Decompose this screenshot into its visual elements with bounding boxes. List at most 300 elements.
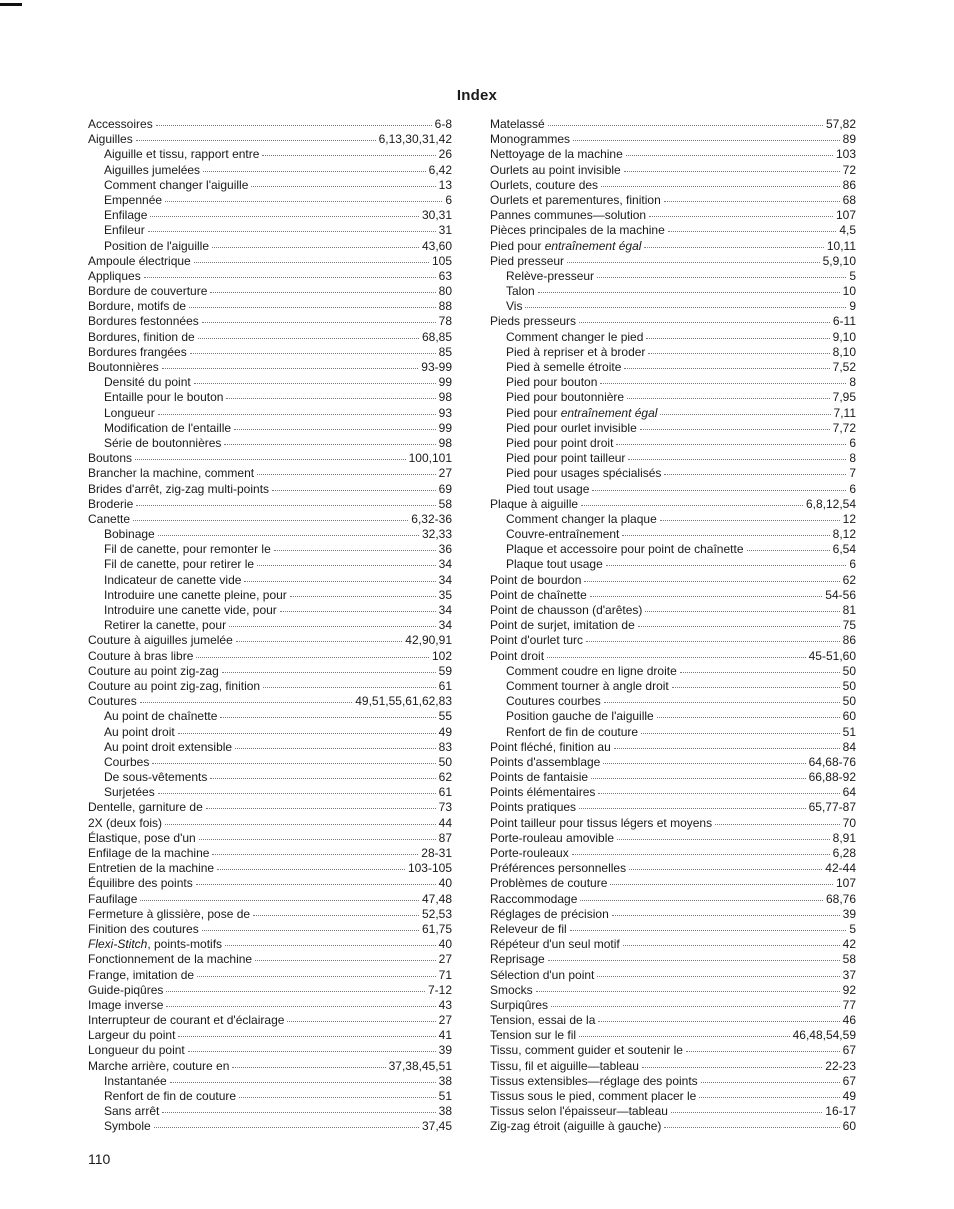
dot-leader — [206, 807, 436, 809]
index-entry — [490, 709, 856, 724]
dot-leader — [150, 215, 419, 217]
index-entry-label: Marche arrière, couture en — [88, 1058, 230, 1073]
index-entry-label: Position de l'aiguille — [104, 238, 210, 253]
index-entry — [88, 390, 452, 405]
index-entry-page: 8,91 — [832, 830, 856, 845]
index-entry-label: Pieds presseurs — [490, 314, 577, 329]
index-entry-page: 34 — [438, 603, 452, 617]
dot-leader — [152, 762, 435, 764]
index-entry-page: 8 — [849, 375, 856, 390]
index-entry-page: 99 — [438, 420, 452, 435]
index-entry — [490, 816, 856, 831]
index-entry — [490, 193, 856, 208]
dot-leader — [610, 883, 833, 885]
dot-leader — [162, 1111, 435, 1113]
index-entry — [88, 542, 452, 557]
index-entry-label: Longueur — [104, 405, 155, 420]
index-entry — [490, 1104, 856, 1119]
dot-leader — [136, 139, 376, 141]
index-entry — [88, 694, 452, 709]
dot-leader — [642, 1066, 822, 1068]
index-entry — [88, 892, 452, 907]
index-entry-page: 26 — [438, 147, 452, 162]
index-entry — [490, 239, 856, 254]
index-entry-page: 78 — [438, 314, 452, 329]
index-entry-label: Tissus sous le pied, comment placer le — [490, 1089, 697, 1103]
index-entry-label: Aiguilles — [88, 132, 133, 147]
index-entry-label: 2X (deux fois) — [88, 815, 163, 830]
index-entry-label: Vis — [506, 299, 523, 314]
index-entry — [88, 147, 452, 162]
index-entry — [490, 861, 856, 876]
index-entry-page: 64,68-76 — [808, 754, 856, 769]
index-entry — [490, 800, 856, 815]
index-entry-label: Pied pour usages spécialisés — [506, 466, 662, 481]
dot-leader — [672, 686, 840, 688]
index-entry-page: 51 — [438, 1089, 452, 1103]
dot-leader — [244, 580, 435, 582]
index-entry — [88, 1089, 452, 1104]
dot-leader — [280, 610, 436, 612]
index-entry-page: 93-99 — [421, 360, 452, 374]
dot-leader — [547, 656, 806, 658]
index-entry-label: Pied tout usage — [506, 481, 590, 496]
dot-leader — [664, 473, 846, 475]
index-entry — [490, 907, 856, 922]
index-entry-label: Dentelle, garniture de — [88, 800, 203, 815]
index-entry-label: Plaque et accessoire pour point de chaînette — [506, 542, 744, 557]
index-entry-page: 62 — [438, 770, 452, 785]
index-entry-label: Préférences personnelles — [490, 861, 627, 876]
index-entry-label: Bordures frangées — [88, 344, 187, 359]
dot-leader — [601, 185, 840, 187]
index-entry-page: 80 — [438, 284, 452, 299]
index-entry-label: Talon — [506, 284, 535, 299]
index-entry-page: 42-44 — [825, 861, 856, 876]
dot-leader — [644, 246, 823, 248]
index-entry-page: 7,72 — [832, 420, 856, 435]
index-entry-page: 10 — [842, 284, 856, 299]
index-entry — [88, 649, 452, 664]
index-entry-page: 61,75 — [421, 921, 452, 936]
index-entry-page: 7,95 — [832, 390, 856, 405]
index-entry-page: 7,11 — [833, 405, 856, 420]
index-entry — [88, 254, 452, 269]
index-entry-page: 98 — [438, 435, 452, 450]
index-entry-label: Densité du point — [104, 375, 191, 390]
index-entry-page: 34 — [438, 557, 452, 572]
dot-leader — [229, 625, 436, 627]
dot-leader — [272, 489, 436, 491]
index-entry-label: Instantanée — [104, 1073, 167, 1088]
index-entry-label: Entretien de la machine — [88, 861, 215, 876]
dot-leader — [579, 321, 830, 323]
index-entry-page: 84 — [842, 739, 856, 754]
index-entry-page: 49 — [842, 1089, 856, 1103]
index-entry-page: 49 — [438, 724, 452, 739]
index-entry-label: Points de fantaisie — [490, 770, 589, 785]
index-entry-page: 8 — [849, 451, 856, 466]
dot-leader — [638, 625, 840, 627]
index-entry — [88, 345, 452, 360]
corner-mark — [0, 3, 22, 6]
dot-leader — [133, 519, 408, 521]
dot-leader — [616, 443, 846, 445]
index-entry-page: 47,48 — [421, 891, 452, 906]
index-entry-page: 9 — [849, 299, 856, 314]
dot-leader — [747, 549, 830, 551]
dot-leader — [197, 975, 436, 977]
index-entry-page: 39 — [842, 906, 856, 921]
index-entry-page: 61 — [438, 785, 452, 800]
dot-leader — [136, 504, 435, 506]
index-entry-page: 77 — [842, 997, 856, 1012]
dot-leader — [640, 428, 830, 430]
index-entry-label: Zig-zag étroit (aiguille à gauche) — [490, 1119, 662, 1134]
dot-leader — [671, 1111, 822, 1113]
index-entry-label: Pièces principales de la machine — [490, 223, 665, 238]
index-entry-label: Fil de canette, pour retirer le — [104, 557, 255, 572]
index-entry-label: Releveur de fil — [490, 921, 567, 936]
index-entry-page: 4,5 — [839, 223, 856, 238]
dot-leader — [623, 944, 840, 946]
index-entry — [88, 633, 452, 648]
index-entry — [490, 406, 856, 421]
index-entry-page: 32,33 — [421, 527, 452, 542]
index-entry — [88, 573, 452, 588]
index-entry-label: Indicateur de canette vide — [104, 572, 242, 587]
index-entry-label: Surjetées — [104, 785, 155, 800]
index-entry-page: 60 — [842, 709, 856, 724]
index-entry-label: Plaque tout usage — [506, 557, 603, 572]
dot-leader — [140, 701, 353, 703]
dot-leader — [217, 868, 405, 870]
index-entry-page: 7-12 — [427, 982, 452, 997]
dot-leader — [166, 990, 425, 992]
index-entry-page: 103-105 — [407, 861, 452, 876]
dot-leader — [158, 413, 436, 415]
dot-leader — [536, 990, 840, 992]
index-entry-page: 46,48,54,59 — [792, 1028, 856, 1043]
index-entry-page: 5 — [849, 921, 856, 936]
dot-leader — [548, 124, 823, 126]
index-entry-page: 44 — [438, 815, 452, 830]
index-entry-page: 81 — [842, 603, 856, 617]
index-entry-page: 6 — [849, 435, 856, 450]
index-entry-label: Porte-rouleau amovible — [490, 830, 615, 845]
index-entry-page: 93 — [438, 405, 452, 420]
dot-leader — [701, 1081, 840, 1083]
index-entry-label: Retirer la canette, pour — [104, 618, 227, 633]
dot-leader — [660, 519, 840, 521]
index-entry-label: Au point de chaînette — [104, 709, 218, 724]
dot-leader — [624, 367, 829, 369]
index-entry-label: Couture à bras libre — [88, 648, 194, 663]
dot-leader — [579, 1035, 790, 1037]
dot-leader — [257, 473, 436, 475]
index-entry-label: Série de boutonnières — [104, 435, 222, 450]
index-entry — [88, 816, 452, 831]
index-entry-page: 13 — [438, 177, 452, 192]
index-entry-page: 6 — [445, 192, 452, 207]
index-entry — [88, 360, 452, 375]
index-entry-label: Largeur du point — [88, 1028, 176, 1043]
index-entry-page: 6,32-36 — [411, 511, 452, 526]
index-entry — [490, 1013, 856, 1028]
index-entry — [88, 208, 452, 223]
index-entry-page: 85 — [438, 344, 452, 359]
index-entry-page: 100,101 — [408, 451, 452, 466]
dot-leader — [551, 1005, 840, 1007]
index-entry-page: 68 — [842, 192, 856, 207]
index-entry-label: Au point droit — [104, 724, 175, 739]
index-entry-label: Point droit — [490, 648, 545, 663]
index-entry — [490, 497, 856, 512]
index-entry-label: Bordure, motifs de — [88, 299, 187, 314]
index-entry — [490, 223, 856, 238]
index-entry-page: 50 — [842, 663, 856, 678]
index-entry-label: Sans arrêt — [104, 1104, 160, 1119]
index-entry-label: Point fléché, finition au — [490, 739, 611, 754]
dot-leader — [646, 337, 829, 339]
index-entry-label: Image inverse — [88, 997, 164, 1012]
index-entry-page: 41 — [438, 1028, 452, 1043]
dot-leader — [166, 1005, 435, 1007]
index-entry-label: Frange, imitation de — [88, 967, 195, 982]
index-entry-page: 8,10 — [832, 344, 856, 359]
index-entry-label: Porte-rouleaux — [490, 846, 569, 860]
index-entry-label: Brides d'arrêt, zig-zag multi-points — [88, 481, 270, 496]
index-entry-label: Pied à semelle étroite — [506, 360, 622, 374]
dot-leader — [190, 352, 436, 354]
index-entry — [490, 740, 856, 755]
index-entry — [88, 178, 452, 193]
index-entry — [490, 512, 856, 527]
index-entry-page: 6,54 — [832, 542, 856, 557]
index-entry-page: 51 — [842, 724, 856, 739]
dot-leader — [686, 1050, 840, 1052]
index-entry-page: 64 — [842, 785, 856, 800]
index-entry-page: 39 — [438, 1043, 452, 1058]
index-entry-label: Réglages de précision — [490, 906, 609, 921]
dot-leader — [580, 899, 823, 901]
index-entry-label: Comment coudre en ligne droite — [506, 663, 677, 678]
index-entry-label: Au point droit extensible — [104, 739, 233, 754]
index-entry-page: 34 — [438, 572, 452, 587]
index-entry-page: 89 — [842, 132, 856, 147]
index-entry-label: Points d'assemblage — [490, 754, 601, 769]
index-entry-label: Bordures festonnées — [88, 314, 199, 329]
index-entry-page: 34 — [438, 618, 452, 633]
index-entry-label: Point tailleur pour tissus légers et moyens — [490, 815, 713, 830]
index-entry-label: Ourlets et parementures, finition — [490, 192, 661, 207]
index-entry-page: 67 — [842, 1043, 856, 1058]
index-entry — [490, 451, 856, 466]
index-entry-page: 9,10 — [832, 329, 856, 344]
index-entry-label: Canette — [88, 511, 131, 526]
index-entry-label: Bordure de couverture — [88, 284, 208, 299]
index-entry-page: 37 — [842, 967, 856, 982]
index-entry — [490, 178, 856, 193]
index-entry — [88, 1013, 452, 1028]
index-entry — [88, 831, 452, 846]
dot-leader — [210, 777, 435, 779]
index-entry — [88, 1074, 452, 1089]
dot-leader — [645, 610, 839, 612]
index-entry-label: Smocks — [490, 982, 533, 997]
index-entry — [490, 542, 856, 557]
index-entry-page: 43 — [438, 997, 452, 1012]
index-entry — [88, 770, 452, 785]
index-entry-label: Courbes — [104, 754, 150, 769]
index-entry — [490, 1043, 856, 1058]
index-entry-page: 103 — [835, 147, 856, 162]
dot-leader — [224, 443, 435, 445]
index-entry-label: Couvre-entraînement — [506, 527, 620, 542]
index-entry — [490, 831, 856, 846]
index-entry-label: Tension, essai de la — [490, 1013, 596, 1028]
index-entry-label: Bobinage — [104, 527, 155, 542]
index-entry-page: 67 — [842, 1073, 856, 1088]
index-entry-label: Longueur du point — [88, 1043, 185, 1058]
index-entry — [88, 618, 452, 633]
index-entry-page: 38 — [438, 1104, 452, 1119]
dot-leader — [263, 686, 436, 688]
index-entry — [490, 132, 856, 147]
index-entry-page: 61 — [438, 678, 452, 693]
index-entry-page: 6,13,30,31,42 — [378, 132, 452, 147]
dot-leader — [548, 959, 840, 961]
index-entry — [490, 360, 856, 375]
index-entry-page: 6-8 — [434, 117, 452, 131]
index-entry — [490, 694, 856, 709]
dot-leader — [178, 732, 436, 734]
index-entry-label: Couture au point zig-zag — [88, 663, 219, 678]
dot-leader — [158, 534, 419, 536]
dot-leader — [189, 306, 436, 308]
dot-leader — [194, 382, 436, 384]
index-entry — [490, 1028, 856, 1043]
index-entry — [490, 983, 856, 998]
index-entry — [490, 876, 856, 891]
index-entry-page: 83 — [438, 739, 452, 754]
index-entry-label: Comment changer le pied — [506, 329, 644, 344]
index-entry-label: Fonctionnement de la machine — [88, 952, 253, 967]
index-entry-label: Comment changer l'aiguille — [104, 177, 249, 192]
index-entry-page: 73 — [438, 800, 452, 815]
index-entry-page: 55 — [438, 709, 452, 724]
index-entry-label: Pied pour bouton — [506, 375, 598, 390]
index-entry — [88, 588, 452, 603]
dot-leader — [600, 382, 846, 384]
dot-leader — [148, 230, 436, 232]
index-entry-page: 69 — [438, 481, 452, 496]
index-entry — [490, 147, 856, 162]
dot-leader — [144, 276, 436, 278]
index-entry — [490, 299, 856, 314]
index-entry-label: Ourlets, couture des — [490, 177, 599, 192]
index-entry-label: Broderie — [88, 496, 134, 511]
index-entry-label: Tissus extensibles—réglage des points — [490, 1073, 698, 1088]
index-entry-label: Pannes communes—solution — [490, 208, 647, 223]
dot-leader — [234, 428, 436, 430]
index-column-left — [88, 117, 452, 1135]
dot-leader — [591, 777, 806, 779]
dot-leader — [603, 762, 805, 764]
index-entry — [490, 725, 856, 740]
index-entry-page: 57,82 — [825, 117, 856, 131]
dot-leader — [178, 1035, 435, 1037]
index-entry-label: Répéteur d'un seul motif — [490, 937, 620, 952]
index-entry — [490, 573, 856, 588]
index-entry-label: Entaille pour le bouton — [104, 390, 224, 405]
index-entry — [88, 983, 452, 998]
dot-leader — [212, 853, 418, 855]
index-entry — [490, 208, 856, 223]
index-entry-label: Couture au point zig-zag, finition — [88, 678, 261, 693]
dot-leader — [567, 261, 820, 263]
index-entry-label: Fil de canette, pour remonter le — [104, 542, 271, 557]
index-entry-page: 40 — [438, 937, 452, 952]
index-entry-page: 38 — [438, 1073, 452, 1088]
index-entry-label: Empennée — [104, 192, 163, 207]
index-entry-label: Fermeture à glissière, pose de — [88, 906, 251, 921]
index-entry-page: 87 — [438, 830, 452, 845]
index-entry-label: Renfort de fin de couture — [104, 1089, 237, 1103]
index-entry-page: 65,77-87 — [808, 800, 856, 815]
index-entry-page: 40 — [438, 876, 452, 891]
index-entry-page: 60 — [842, 1119, 856, 1134]
index-entry — [88, 998, 452, 1013]
index-entry-page: 10,11 — [826, 238, 856, 253]
dot-leader — [202, 929, 419, 931]
index-entry-label: Matelassé — [490, 117, 545, 131]
index-entry — [88, 907, 452, 922]
dot-leader — [604, 701, 840, 703]
index-entry-page: 98 — [438, 390, 452, 405]
dot-leader — [612, 914, 840, 916]
index-entry-label: Aiguilles jumelées — [104, 162, 201, 177]
index-entry — [490, 163, 856, 178]
dot-leader — [290, 595, 436, 597]
index-entry-label: Pied pour point droit — [506, 435, 614, 450]
index-entry-label: Position gauche de l'aiguille — [506, 709, 654, 724]
index-entry-label: Enfileur — [104, 223, 145, 238]
index-entry — [490, 284, 856, 299]
index-entry-page: 16-17 — [825, 1104, 856, 1119]
index-entry-page: 27 — [438, 1013, 452, 1028]
index-entry-label: Flexi-Stitch, points-motifs — [88, 937, 223, 952]
index-entry-label: Comment changer la plaque — [506, 511, 657, 526]
index-entry-page: 28-31 — [421, 846, 452, 860]
index-entry — [88, 800, 452, 815]
index-entry — [88, 725, 452, 740]
index-entry-label: Problèmes de couture — [490, 876, 608, 891]
index-entry-page: 12 — [842, 511, 856, 526]
dot-leader — [570, 929, 847, 931]
index-entry — [88, 269, 452, 284]
dot-leader — [617, 838, 830, 840]
index-entry-page: 107 — [835, 876, 856, 891]
index-entry — [490, 922, 856, 937]
index-entry-page: 86 — [842, 177, 856, 192]
index-entry — [88, 406, 452, 421]
index-entry-page: 92 — [842, 982, 856, 997]
index-entry — [88, 922, 452, 937]
index-entry — [490, 618, 856, 633]
index-entry-label: Coutures — [88, 694, 137, 709]
dot-leader — [196, 656, 429, 658]
